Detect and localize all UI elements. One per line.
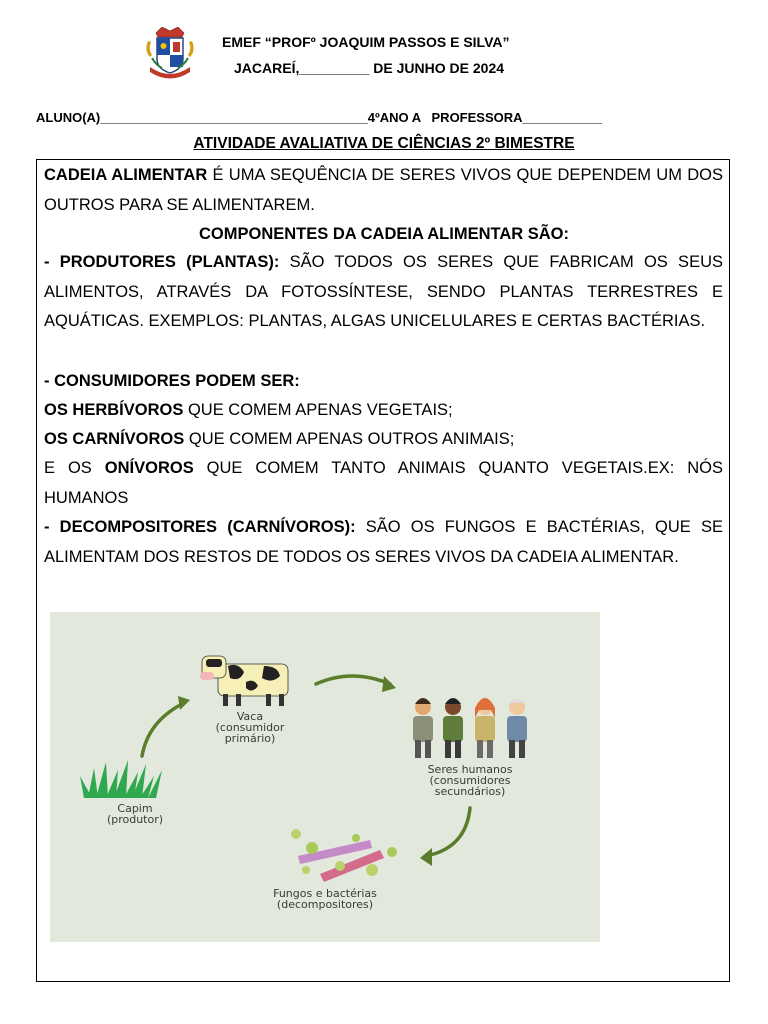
humans-icon xyxy=(413,698,527,758)
definition-paragraph xyxy=(44,161,723,220)
producers-paragraph xyxy=(44,248,723,337)
city-date-line: JACAREÍ,_________ DE JUNHO DE 2024 xyxy=(234,60,505,76)
components-title: COMPONENTES DA CADEIA ALIMENTAR SÃO: xyxy=(198,225,570,243)
producers-term: - PRODUTORES (PLANTAS): xyxy=(44,253,280,271)
student-info-line: ALUNO(A)_____________________________________4ºANO A PROFESSORA___________ xyxy=(36,110,603,125)
food-chain-illustration xyxy=(50,612,600,942)
definition-term: CADEIA ALIMENTAR xyxy=(44,166,208,184)
omnivores-paragraph xyxy=(44,454,723,513)
producers-text: SÃO TODOS OS SERES QUE FABRICAM OS SEUS ALIMENTOS, ATRAVÉS DA FOTOSSÍNTESE, SENDO PLANTAS TERRESTRES E AQUÁTICAS. EXEMPLOS: PLANTAS, ALGAS UNICELULARES E CERTAS BACTÉRIAS. xyxy=(44,253,723,330)
school-name: EMEF “PROFº JOAQUIM PASSOS E SILVA” xyxy=(222,34,510,50)
herbivores-text: QUE COMEM APENAS VEGETAIS; xyxy=(183,401,453,419)
decomposers-term: - DECOMPOSITORES (CARNÍVOROS): xyxy=(44,518,356,536)
cow-label: Vaca (consumidor primário) xyxy=(215,710,285,745)
cow-icon xyxy=(200,656,288,706)
consumers-heading xyxy=(44,367,723,397)
decomposers-label: Fungos e bactérias (decompositores) xyxy=(273,887,377,911)
carnivores-term: OS CARNÍVOROS xyxy=(44,430,185,448)
carnivores-line xyxy=(44,425,723,455)
herbivores-line xyxy=(44,396,723,426)
decomposers-paragraph xyxy=(44,513,723,572)
omnivores-term: ONÍVOROS xyxy=(104,459,194,477)
carnivores-text: QUE COMEM APENAS OUTROS ANIMAIS; xyxy=(184,430,515,448)
activity-title: ATIVIDADE AVALIATIVA DE CIÊNCIAS 2º BIMESTRE xyxy=(193,135,575,152)
grass-icon xyxy=(80,760,162,798)
herbivores-term: OS HERBÍVOROS xyxy=(44,401,184,419)
omnivores-prefix: E OS xyxy=(44,459,105,477)
definition-text: É UMA SEQUÊNCIA DE SERES VIVOS QUE DEPENDEM UM DOS OUTROS PARA SE ALIMENTAREM. xyxy=(44,166,723,214)
omnivores-text: QUE COMEM TANTO ANIMAIS QUANTO VEGETAIS.EX: NÓS HUMANOS xyxy=(44,459,724,507)
consumers-term: - CONSUMIDORES PODEM SER: xyxy=(44,372,300,390)
fungi-bacteria-icon xyxy=(291,829,397,882)
arrowhead-icon xyxy=(178,676,432,866)
humans-label: Seres humanos (consumidores secundários) xyxy=(427,763,513,798)
grass-label: Capim (produtor) xyxy=(106,802,164,826)
municipal-crest-icon xyxy=(142,27,198,81)
decomposers-text: SÃO OS FUNGOS E BACTÉRIAS, QUE SE ALIMENTAM DOS RESTOS DE TODOS OS SERES VIVOS DA CADEIA ALIMENTAR. xyxy=(44,518,723,566)
